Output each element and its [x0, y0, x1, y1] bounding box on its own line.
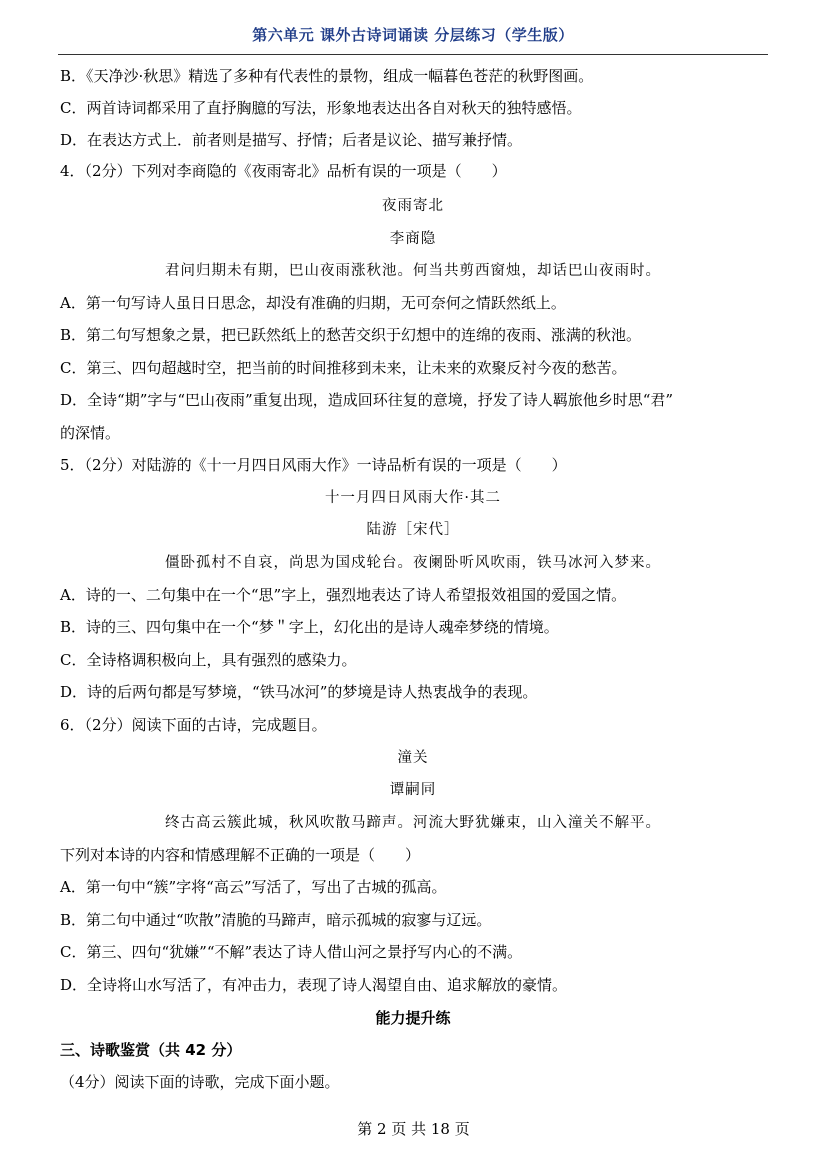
q6-poem-text: 终古高云簇此城，秋风吹散马蹄声。河流大野犹嫌束，山入潼关不解平。 [165, 815, 661, 831]
q6-option-d: D．全诗将山水写活了，有冲击力，表现了诗人渴望自由、追求解放的豪情。 [60, 976, 568, 994]
q4-poem-title: 夜雨寄北 [382, 198, 444, 214]
q4-option-d: D．全诗“期”字与“巴山夜雨”重复出现，造成回环往复的意境，抒发了诗人羁旅他乡时思“君” [60, 391, 674, 409]
q6-option-a: A．第一句中“簇”字将“高云”写活了，写出了古城的孤高。 [60, 878, 447, 896]
q3-option-d: D．在表达方式上．前者则是描写、抒情；后者是议论、描写兼抒情。 [60, 131, 523, 149]
q3-option-c: C．两首诗词都采用了直抒胸臆的写法，形象地表达出各自对秋天的独特感悟。 [60, 99, 582, 117]
q6-option-b: B．第二句中通过“吹散”清脆的马蹄声，暗示孤城的寂寥与辽远。 [60, 911, 492, 929]
q6-poem-author: 谭嗣同 [389, 782, 437, 798]
q6-prompt: 下列对本诗的内容和情感理解不正确的一项是（ ） [60, 846, 421, 864]
q5-option-d: D．诗的后两句都是写梦境，“铁马冰河”的梦境是诗人热衷战争的表现。 [60, 683, 538, 701]
q5-option-b: B．诗的三、四句集中在一个“梦＂字上，幻化出的是诗人魂牵梦绕的情境。 [60, 618, 559, 636]
q3-option-b: B．《天净沙·秋思》精选了多种有代表性的景物，组成一幅暮色苍茫的秋野图画。 [60, 67, 594, 85]
q6-option-c: C．第三、四句“犹嫌”“不解”表达了诗人借山河之景抒写内心的不满。 [60, 943, 523, 961]
q5-poem-text: 僵卧孤村不自哀，尚思为国戍轮台。夜阑卧听风吹雨，铁马冰河入梦来。 [165, 555, 661, 571]
q5-poem-author: 陆游［宋代］ [366, 522, 460, 538]
q4-poem-author: 李商隐 [389, 231, 437, 247]
q4-stem: 4．（2分）下列对李商隐的《夜雨寄北》品析有误的一项是（ ） [60, 162, 507, 180]
q4-option-c: C．第三、四句超越时空，把当前的时间推移到未来，让未来的欢聚反衬今夜的愁苦。 [60, 359, 627, 377]
q4-poem-text: 君问归期未有期，巴山夜雨涨秋池。何当共剪西窗烛，却话巴山夜雨时。 [165, 263, 661, 279]
level-heading: 能力提升练 [375, 1009, 451, 1027]
q5-option-c: C．全诗格调积极向上，具有强烈的感染力。 [60, 651, 357, 669]
q4-option-a: A．第一句写诗人虽日日思念，却没有准确的归期，无可奈何之情跃然纸上。 [60, 294, 566, 312]
header-title: 第六单元 课外古诗词诵读 分层练习（学生版） [252, 26, 574, 44]
q5-option-a: A．诗的一、二句集中在一个“思”字上，强烈地表达了诗人希望报效祖国的爱国之情。 [60, 586, 627, 604]
q6-poem-title: 潼关 [397, 750, 429, 766]
q5-stem: 5．（2分）对陆游的《十一月四日风雨大作》一诗品析有误的一项是（ ） [60, 456, 567, 474]
page-header [58, 20, 768, 55]
q4-option-d-cont: 的深情。 [60, 424, 121, 442]
section-heading: 三、诗歌鉴赏（共 42 分） [60, 1041, 242, 1059]
page-footer: 第 2 页 共 18 页 [357, 1120, 470, 1138]
section-intro: （4分）阅读下面的诗歌，完成下面小题。 [60, 1073, 340, 1091]
q6-stem: 6．（2分）阅读下面的古诗，完成题目。 [60, 716, 327, 734]
q4-option-b: B．第二句写想象之景，把已跃然纸上的愁苦交织于幻想中的连绵的夜雨、涨满的秋池。 [60, 326, 642, 344]
q5-poem-title: 十一月四日风雨大作·其二 [324, 490, 502, 506]
